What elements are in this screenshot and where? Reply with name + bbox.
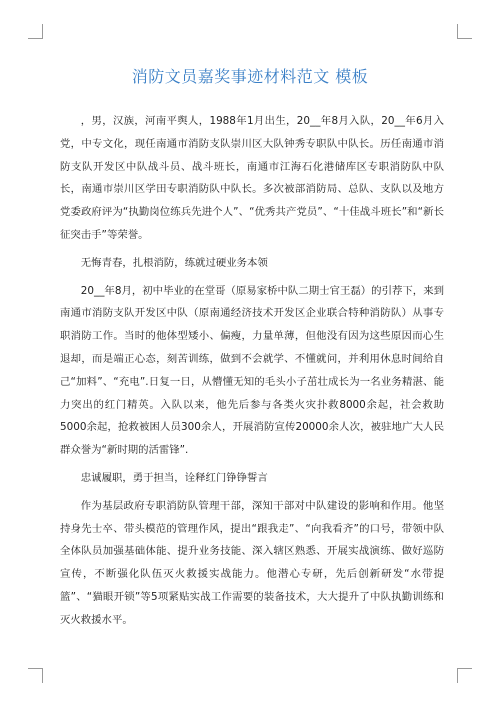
paragraph-section-1: 20__年8月，初中毕业的在堂哥（原易家桥中队二期士官王磊）的引荐下，来到南通市消防支队开发区中队（原南通经济技术开发区企业联合特种消防队）从事专职消防工作。当时的他体型矮小、偏瘦，力量单薄，但他没有因为这些原因而心生退却，而是端正心态，刻苦训练，做到不会就学、不懂就问，并利用休息时间给自己“加料”、“充电”.日复一日，从懵懂无知的毛头小子茁壮成长为一名业务精湛、能力突出的红门精英。入队以来，他先后参与各类火灾扑救8000余起，社会救助5000余起，抢救被困人员300余人，开展消防宣传20000余人次，被驻地广大人民群众誉为“新时期的活雷锋”. bbox=[60, 284, 444, 457]
crop-mark-top-left bbox=[28, 24, 43, 39]
document-title: 消防文员嘉奖事迹材料范文 模板 bbox=[131, 67, 369, 86]
section-heading-1: 无悔青春，扎根消防，练就过硬业务本领 bbox=[80, 256, 268, 269]
crop-mark-bottom-left bbox=[28, 668, 43, 683]
paragraph-section-2: 作为基层政府专职消防队管理干部，深知干部对中队建设的影响和作用。他坚持身先士卒、带头模范的管理作风，提出“跟我走”、“向我看齐”的口号，带领中队全体队员加强基础体能、提升业务技能、深入辖区熟悉、开展实战演练、做好巡防宣传，不断强化队伍灭火救援实战能力。他潜心专研，先后创新研发“水带提篮”、“猫眼开锁”等5项紧贴实战工作需要的装备技术，大大提升了中队执勤训练和灭火救援水平。 bbox=[60, 499, 444, 626]
crop-mark-top-right bbox=[457, 24, 472, 39]
crop-mark-bottom-right bbox=[457, 668, 472, 683]
section-heading-2: 忠诚履职，勇于担当，诠释红门铮铮誓言 bbox=[80, 471, 268, 484]
paragraph-intro: ，男，汉族，河南平舆人，1988年1月出生，20__年8月入队，20__年6月入党，中专文化，现任南通市消防支队崇川区大队钟秀专职队中队长。历任南通市消防支队开发区中队战斗员、战斗班长，南通市江海石化港储库区专职消防队中队长，南通市崇川区学田专职消防队中队长。多次被部消防局、总队、支队以及地方党委政府评为“执勤岗位练兵先进个人”、“优秀共产党员”、“十佳战斗班长”和“新长征突击手”等荣誉。 bbox=[60, 115, 444, 241]
document-body bbox=[60, 110, 444, 637]
